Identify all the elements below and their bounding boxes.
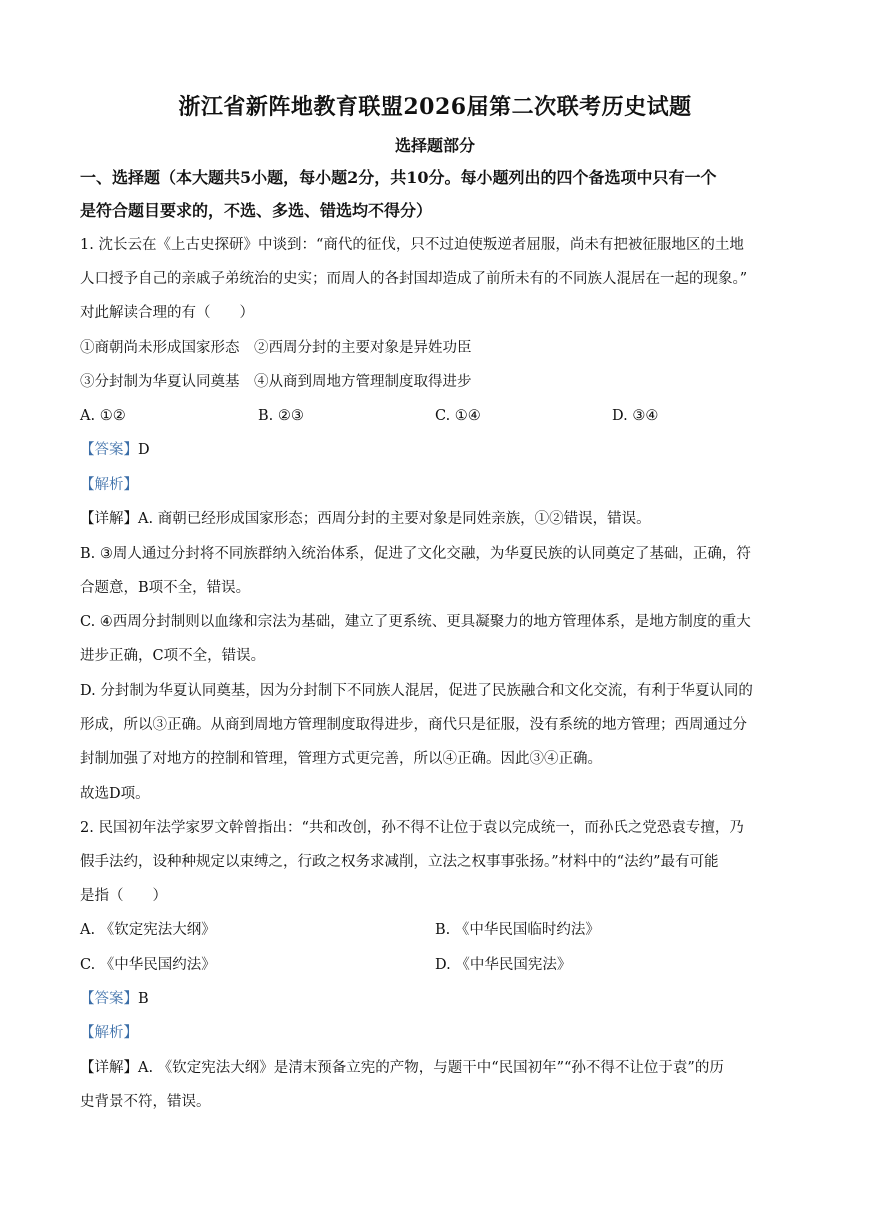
q2-analysis-tag: 【解析】 [80,1025,138,1041]
q1-statements-line2: ③分封制为华夏认同奠基 ④从商到周地方管理制度取得进步 [80,374,472,390]
q1-conclusion: 故选D项。 [80,786,150,802]
q1-statements-line1: ①商朝尚未形成国家形态 ②西周分封的主要对象是异姓功臣 [80,340,472,356]
q1-detail-b2: 合题意，B项不全，错误。 [80,580,251,596]
q2-answer-tag: 【答案】 [80,991,138,1007]
q1-stem-line3: 对此解读合理的有（ ） [80,305,254,321]
q2-detail-row [80,1058,790,1078]
q1-detail-c1: C. ④西周分封制则以血缘和宗法为基础，建立了更系统、更具凝聚力的地方管理体系，是地方制度的重大 [80,614,751,630]
q2-stem-line1: 2. 民国初年法学家罗文幹曾指出：“共和改创，孙不得不让位于袁以完成统一，而孙氏之党恐袁专擅，乃 [80,820,744,836]
q1-detail-c2: 进步正确，C项不全，错误。 [80,648,266,664]
q1-option-b: B. ②③ [258,408,304,424]
q1-option-d: D. ③④ [612,408,659,424]
q1-answer-value: D [138,442,150,458]
q1-detail-d3: 封制加强了对地方的控制和管理，管理方式更完善，所以④正确。因此③④正确。 [80,751,602,767]
q2-answer-value: B [138,991,149,1007]
page-subtitle: 选择题部分 [394,136,475,155]
q1-option-c: C. ①④ [435,408,481,424]
q1-detail-d2: 形成，所以③正确。从商到周地方管理制度取得进步，商代只是征服，没有系统的地方管理；西周通过分 [80,717,747,733]
q1-detail-b1: B. ③周人通过分封将不同族群纳入统治体系，促进了文化交融，为华夏民族的认同奠定了基础，正确，符 [80,546,751,562]
q1-detail-row [80,509,790,529]
page-title: 浙江省新阵地教育联盟2026届第二次联考历史试题 [178,94,692,120]
q2-stem-line2: 假手法约，设种种规定以束缚之，行政之权务求减削，立法之权事事张扬。”材料中的“法约”最有可能 [80,854,719,870]
q2-stem-line3: 是指（ ） [80,888,167,904]
q1-stem-line2: 人口授予自己的亲戚子弟统治的史实；而周人的各封国却造成了前所未有的不同族人混居在一起的现象。” [80,271,748,287]
q1-analysis-tag: 【解析】 [80,477,138,493]
section-heading-line2: 是符合题目要求的，不选、多选、错选均不得分） [80,201,433,220]
q1-detail-d1: D. 分封制为华夏认同奠基，因为分封制下不同族人混居，促进了民族融合和文化交流，有利于华夏认同的 [80,683,753,699]
q2-detail-a1: A. 《钦定宪法大纲》是清末预备立宪的产物，与题干中“民国初年”“孙不得不让位于袁”的历 [138,1060,724,1076]
q2-option-a: A. 《钦定宪法大纲》 [80,922,216,938]
q1-answer-tag: 【答案】 [80,442,138,458]
q1-answer-row [80,440,790,460]
q2-option-b: B. 《中华民国临时约法》 [435,922,600,938]
q1-stem-line1: 1. 沈长云在《上古史探研》中谈到：“商代的征伐，只不过迫使叛逆者屈服，尚未有把被征服地区的土地 [80,237,744,253]
q2-detail-a2: 史背景不符，错误。 [80,1094,211,1110]
q2-answer-row [80,989,790,1009]
section-heading-line1: 一、选择题（本大题共5小题，每小题2分，共10分。每小题列出的四个备选项中只有一个 [80,168,717,187]
q1-detail-tag: 【详解】 [80,511,138,527]
q2-option-d: D. 《中华民国宪法》 [435,957,572,973]
q2-detail-tag: 【详解】 [80,1060,138,1076]
q1-option-a: A. ①② [80,408,126,424]
q1-detail-a: A. 商朝已经形成国家形态；西周分封的主要对象是同姓亲族，①②错误，错误。 [138,511,651,527]
q2-option-c: C. 《中华民国约法》 [80,957,216,973]
